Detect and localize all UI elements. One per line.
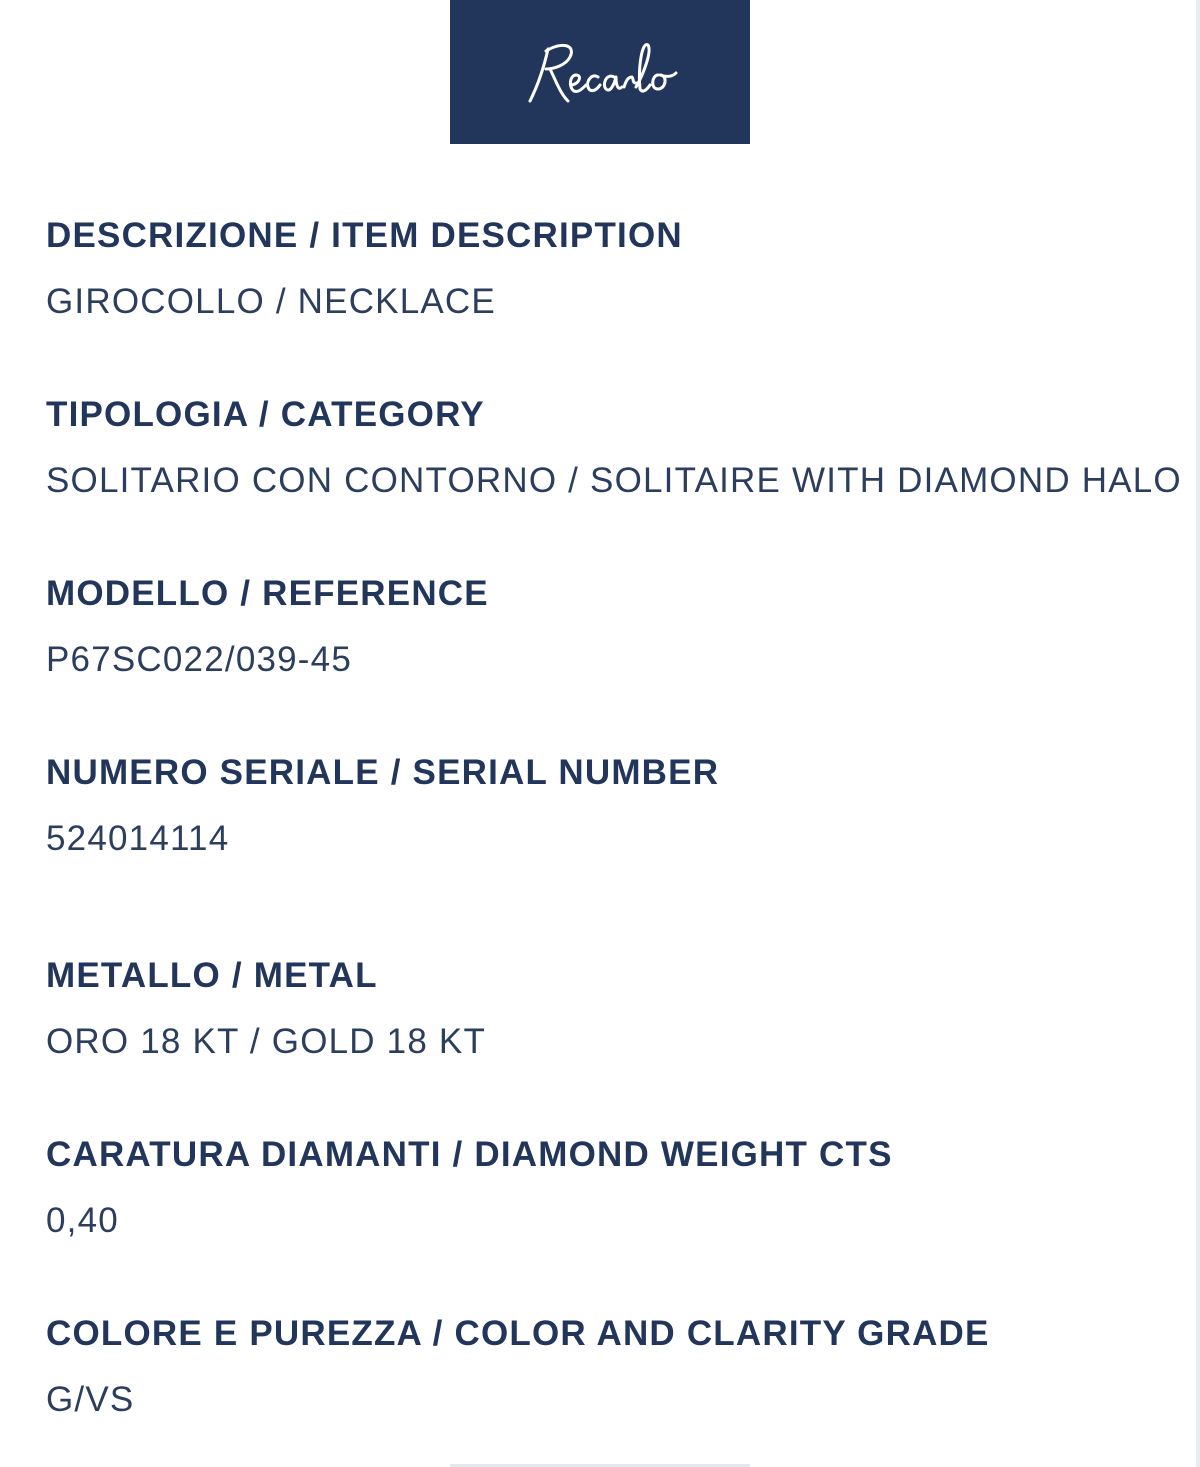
field-diamond-weight (46, 1135, 1166, 1241)
field-metal (46, 956, 1166, 1062)
field-label-color-clarity: COLORE E PUREZZA / COLOR AND CLARITY GRADE (46, 1314, 990, 1353)
brand-logo (450, 0, 750, 144)
field-value-diamond-weight: 0,40 (46, 1201, 119, 1240)
field-label-metal: METALLO / METAL (46, 956, 378, 995)
field-value-category: SOLITARIO CON CONTORNO / SOLITAIRE WITH DIAMOND HALO (46, 461, 1182, 500)
field-reference (46, 574, 1166, 680)
field-value-item-description: GIROCOLLO / NECKLACE (46, 282, 496, 321)
right-edge-divider (1196, 0, 1200, 1467)
field-value-color-clarity: G/VS (46, 1380, 135, 1419)
field-color-clarity (46, 1314, 1166, 1420)
field-value-metal: ORO 18 KT / GOLD 18 KT (46, 1022, 487, 1061)
field-category (46, 395, 1182, 501)
field-value-serial-number: 524014114 (46, 819, 230, 858)
field-label-diamond-weight: CARATURA DIAMANTI / DIAMOND WEIGHT CTS (46, 1135, 893, 1174)
recarlo-script-logo (510, 27, 690, 117)
field-label-serial-number: NUMERO SERIALE / SERIAL NUMBER (46, 753, 720, 792)
field-item-description (46, 216, 1166, 322)
field-value-reference: P67SC022/039-45 (46, 640, 352, 679)
field-label-item-description: DESCRIZIONE / ITEM DESCRIPTION (46, 216, 683, 255)
field-serial-number (46, 753, 1166, 859)
field-label-reference: MODELLO / REFERENCE (46, 574, 489, 613)
field-label-category: TIPOLOGIA / CATEGORY (46, 395, 485, 434)
